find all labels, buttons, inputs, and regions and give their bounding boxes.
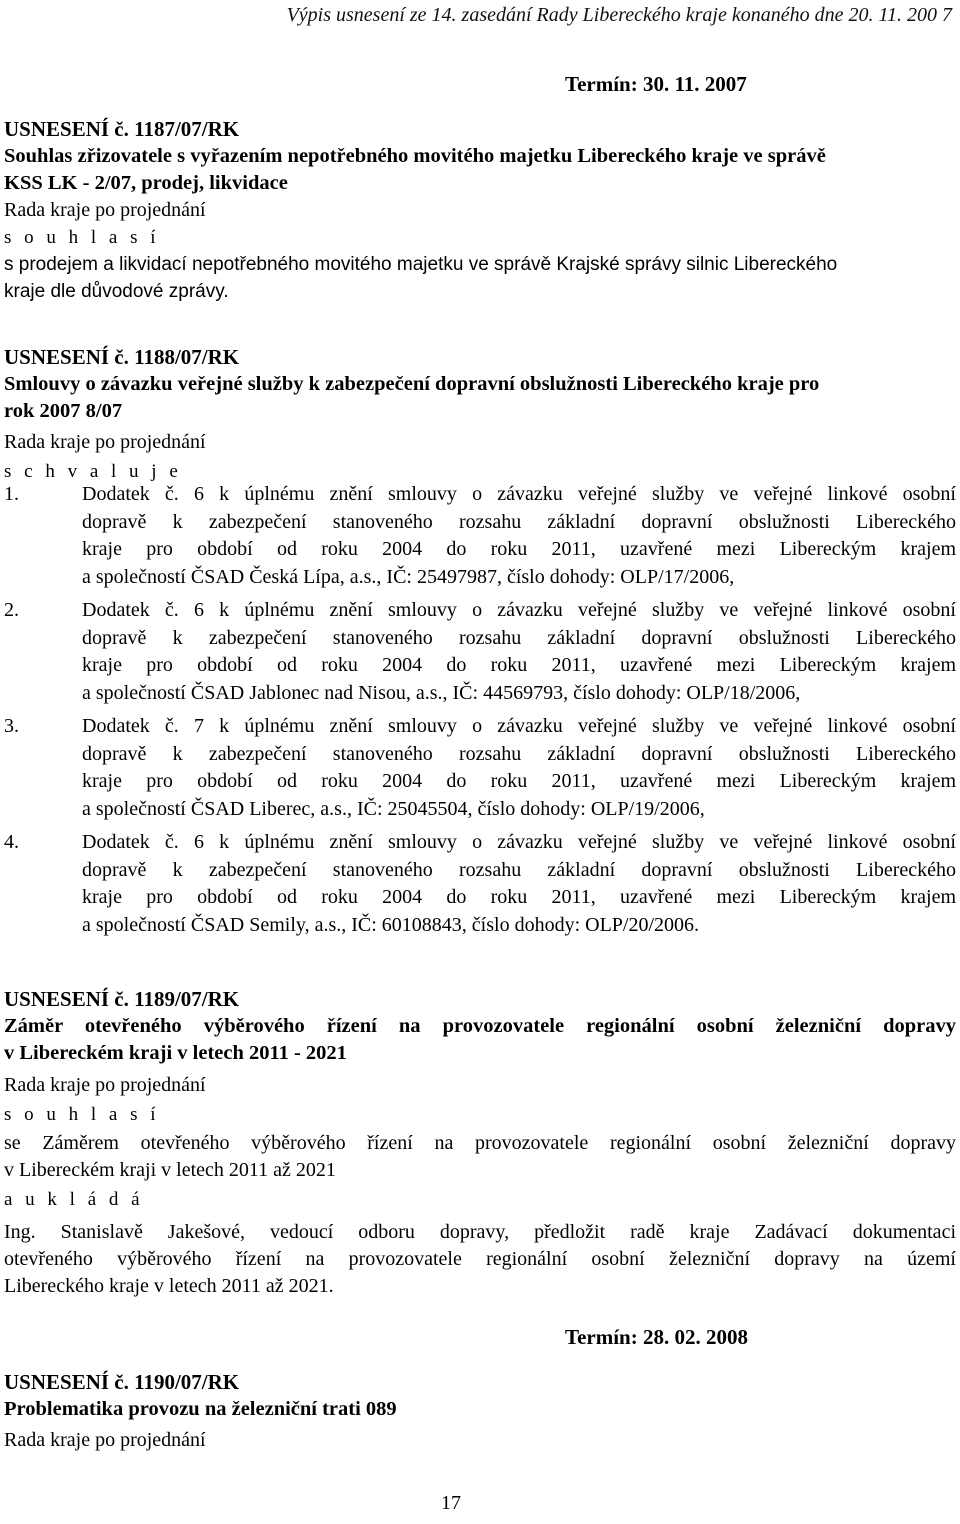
resolution-1189: [4, 986, 956, 1300]
resolution-intro: Rada kraje po projednání: [4, 1074, 206, 1096]
list-item: [4, 481, 956, 591]
resolution-number: USNESENÍ č. 1188/07/RK: [4, 345, 240, 369]
resolution-body-line-2: v Libereckém kraji v letech 2011 až 2021: [4, 1159, 336, 1181]
resolution-verb: s o u h l a s í: [4, 1104, 160, 1125]
item-line-2: dopravě k zabezpečení stanoveného rozsahu základní dopravní obslužnosti Libereckého: [82, 742, 956, 765]
resolution-body2-line-2: otevřeného výběrového řízení na provozovatele regionální osobní železniční dopravy na území: [4, 1248, 956, 1270]
resolution-number: USNESENÍ č. 1187/07/RK: [4, 117, 240, 141]
item-line-1: Dodatek č. 7 k úplnému znění smlouvy o závazku veřejné služby ve veřejné linkové osobní: [82, 715, 956, 737]
item-number: 1.: [4, 483, 19, 505]
resolution-verb: s c h v a l u j e: [4, 461, 182, 482]
item-line-3: kraje pro období od roku 2004 do roku 2011, uzavřené mezi Libereckým krajem: [82, 538, 956, 560]
item-number: 4.: [4, 831, 19, 853]
item-line-4: a společností ČSAD Liberec, a.s., IČ: 25045504, číslo dohody: OLP/19/2006,: [82, 797, 705, 820]
resolution-verb: s o u h l a s í: [4, 227, 160, 248]
resolution-1188: [4, 344, 956, 485]
item-line-4: a společností ČSAD Semily, a.s., IČ: 60108843, číslo dohody: OLP/20/2006.: [82, 913, 700, 936]
item-line-3: kraje pro období od roku 2004 do roku 2011, uzavřené mezi Libereckým krajem: [82, 886, 956, 908]
resolution-1190: [4, 1369, 956, 1454]
resolution-number: USNESENÍ č. 1189/07/RK: [4, 987, 240, 1011]
page-number: 17: [441, 1492, 461, 1514]
resolution-1188-items: [4, 481, 956, 939]
resolution-title-line-1: Souhlas zřizovatele s vyřazením nepotřebného movitého majetku Libereckého kraje ve správě: [4, 145, 826, 167]
resolution-1187: [4, 116, 956, 305]
resolution-title-line-1: Záměr otevřeného výběrového řízení na provozovatele regionální osobní železniční dopravy: [4, 1015, 956, 1037]
resolution-intro: Rada kraje po projednání: [4, 431, 206, 453]
list-item: [4, 829, 956, 939]
resolution-body-line-1: se Záměrem otevřeného výběrového řízení na provozovatele regionální osobní železniční dopravy: [4, 1132, 956, 1154]
resolution-title-line-2: v Libereckém kraji v letech 2011 - 2021: [4, 1042, 347, 1064]
resolution-body2-line-3: Libereckého kraje v letech 2011 až 2021.: [4, 1275, 334, 1297]
item-line-4: a společností ČSAD Česká Lípa, a.s., IČ: 25497987, číslo dohody: OLP/17/2006,: [82, 565, 735, 588]
resolution-intro: Rada kraje po projednání: [4, 1429, 206, 1451]
item-line-2: dopravě k zabezpečení stanoveného rozsahu základní dopravní obslužnosti Libereckého: [82, 510, 956, 533]
item-line-4: a společností ČSAD Jablonec nad Nisou, a.s., IČ: 44569793, číslo dohody: OLP/18/2006,: [82, 681, 801, 704]
resolution-verb-2: a u k l á d á: [4, 1189, 144, 1210]
item-line-3: kraje pro období od roku 2004 do roku 2011, uzavřené mezi Libereckým krajem: [82, 770, 956, 792]
item-line-1: Dodatek č. 6 k úplnému znění smlouvy o závazku veřejné služby ve veřejné linkové osobní: [82, 483, 956, 505]
item-number: 2.: [4, 599, 19, 621]
list-item: [4, 713, 956, 823]
deadline-1189: Termín: 28. 02. 2008: [565, 1325, 748, 1349]
page-header: Výpis usnesení ze 14. zasedání Rady Libereckého kraje konaného dne 20. 11. 200 7: [286, 4, 952, 26]
item-line-1: Dodatek č. 6 k úplnému znění smlouvy o závazku veřejné služby ve veřejné linkové osobní: [82, 831, 956, 853]
item-line-2: dopravě k zabezpečení stanoveného rozsahu základní dopravní obslužnosti Libereckého: [82, 858, 956, 881]
resolution-number: USNESENÍ č. 1190/07/RK: [4, 1370, 240, 1394]
resolution-title-line-1: Smlouvy o závazku veřejné služby k zabezpečení dopravní obslužnosti Libereckého kraje pro: [4, 373, 820, 395]
resolution-body-line-1: s prodejem a likvidací nepotřebného movitého majetku ve správě Krajské správy silnic Libereckého: [4, 254, 838, 275]
item-line-1: Dodatek č. 6 k úplnému znění smlouvy o závazku veřejné služby ve veřejné linkové osobní: [82, 599, 956, 621]
item-line-3: kraje pro období od roku 2004 do roku 2011, uzavřené mezi Libereckým krajem: [82, 654, 956, 676]
resolution-title-line-2: KSS LK - 2/07, prodej, likvidace: [4, 172, 288, 194]
resolution-body-line-2: kraje dle důvodové zprávy.: [4, 281, 229, 302]
item-number: 3.: [4, 715, 19, 737]
resolution-title-line-2: rok 2007 8/07: [4, 400, 123, 422]
deadline-1187: Termín: 30. 11. 2007: [565, 72, 747, 96]
resolution-body2-line-1: Ing. Stanislavě Jakešové, vedoucí odboru dopravy, předložit radě kraje Zadávací dokumentaci: [4, 1221, 956, 1243]
resolution-intro: Rada kraje po projednání: [4, 199, 206, 221]
list-item: [4, 597, 956, 707]
resolution-title: Problematika provozu na železniční trati 089: [4, 1398, 397, 1420]
item-line-2: dopravě k zabezpečení stanoveného rozsahu základní dopravní obslužnosti Libereckého: [82, 626, 956, 649]
